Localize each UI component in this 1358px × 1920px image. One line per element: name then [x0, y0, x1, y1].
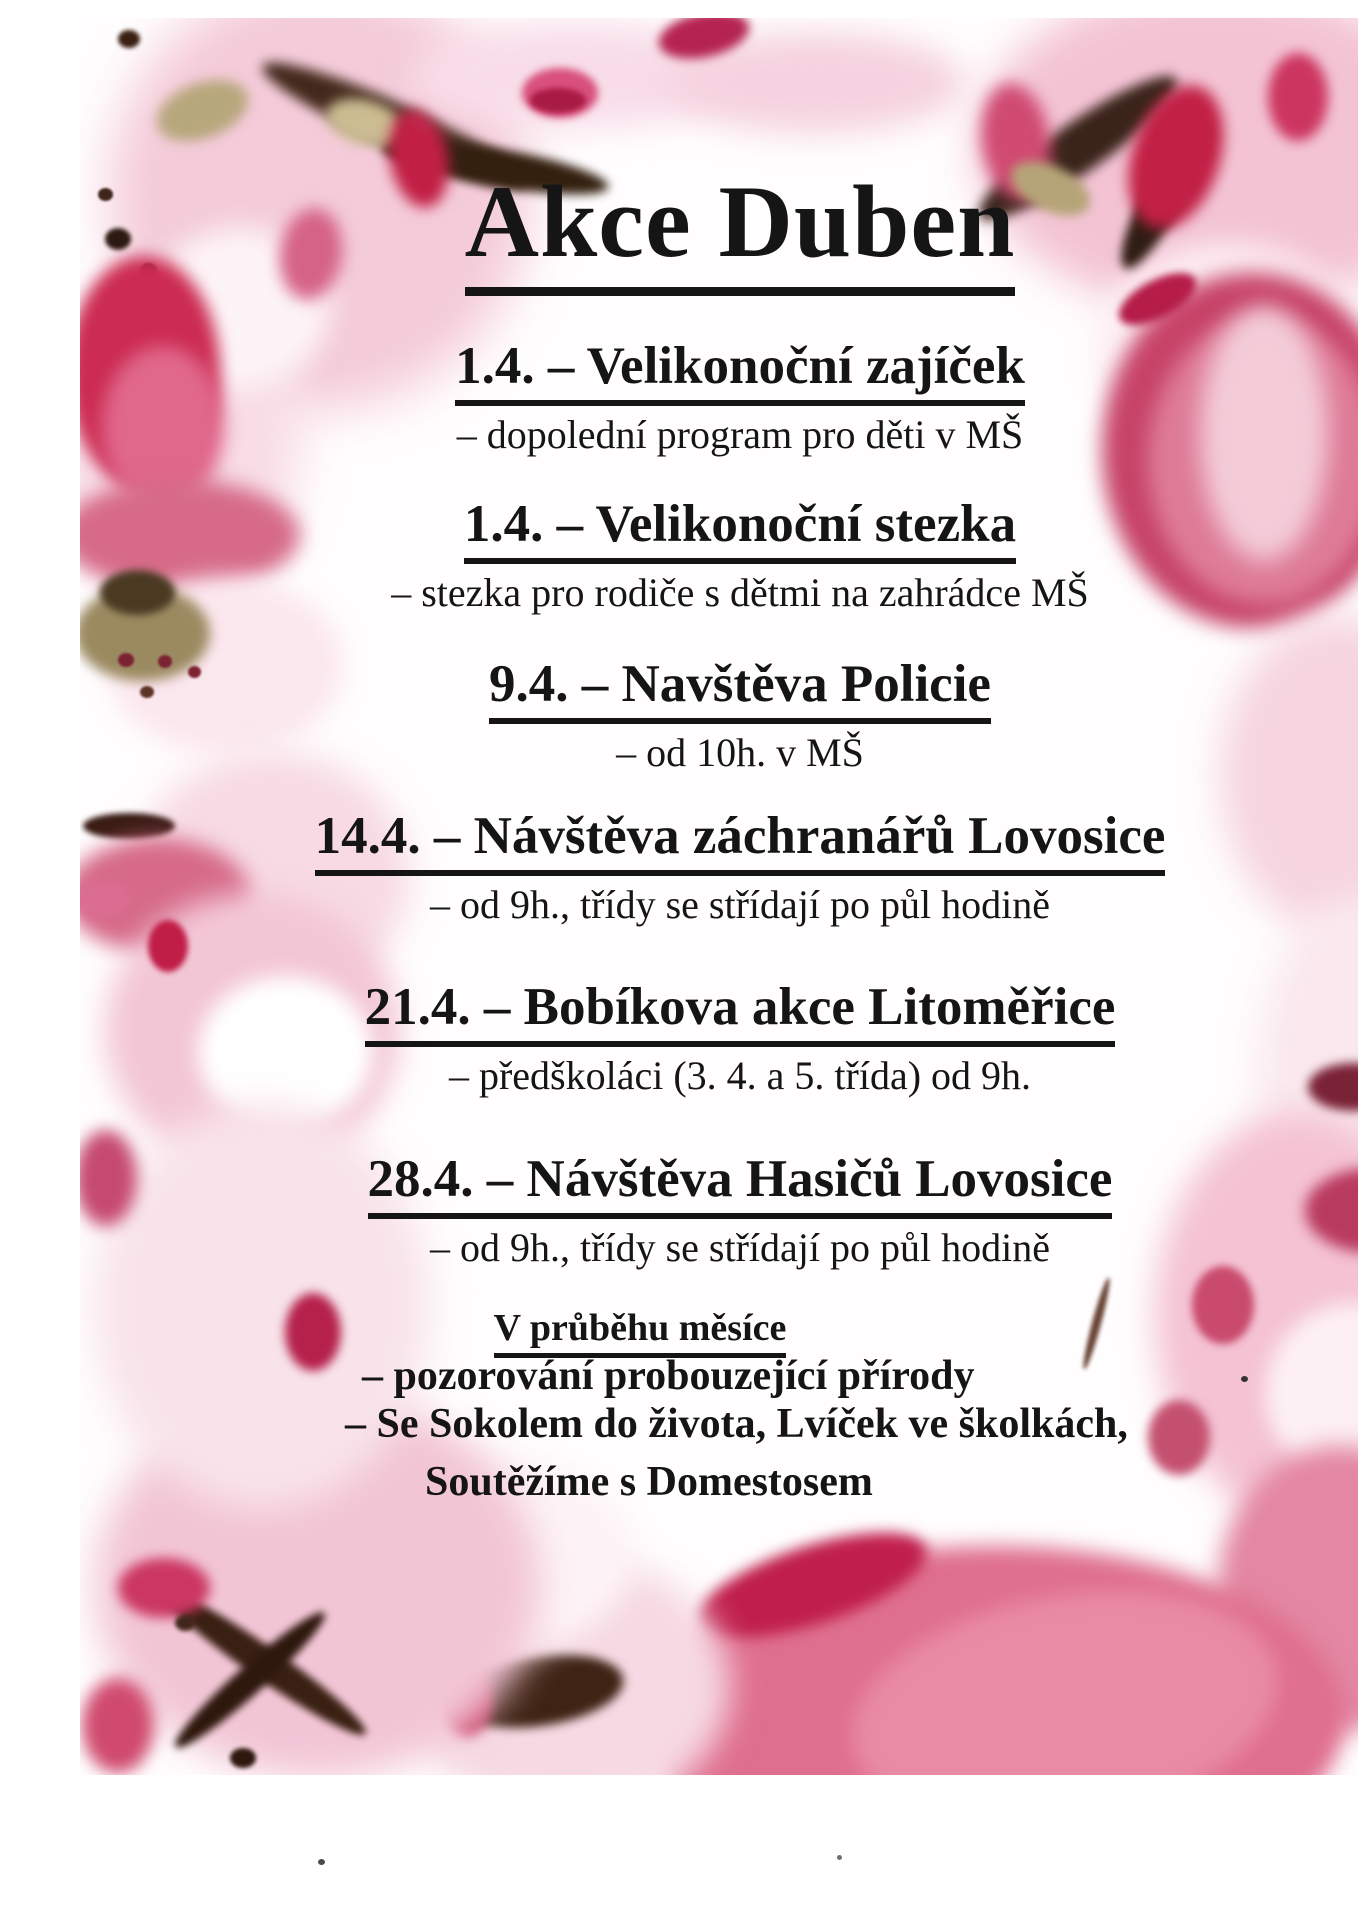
page-title: Akce Duben	[0, 163, 1358, 281]
month-section-heading: V průběhu měsíce	[0, 1306, 1280, 1350]
event-detail-6: – od 9h., třídy se střídají po půl hodině	[430, 1225, 1050, 1270]
event-heading-2: 1.4. – Velikonoční stezka	[0, 494, 1358, 554]
event-heading-6: 28.4. – Návštěva Hasičů Lovosice	[0, 1149, 1358, 1209]
month-item-2: – Se Sokolem do života, Lvíček ve školkách,	[345, 1401, 1128, 1447]
month-item-3: Soutěžíme s Domestosem	[425, 1459, 873, 1505]
event-detail-2: – stezka pro rodiče s dětmi na zahrádce MŠ	[391, 570, 1089, 615]
event-heading-5: 21.4. – Bobíkova akce Litoměřice	[0, 977, 1358, 1037]
event-heading-1: 1.4. – Velikonoční zajíček	[0, 336, 1358, 396]
event-heading-4: 14.4. – Návštěva záchranářů Lovosice	[0, 806, 1358, 866]
month-item-1: – pozorování probouzející přírody	[362, 1353, 975, 1399]
event-detail-3: – od 10h. v MŠ	[616, 730, 864, 775]
event-detail-5: – předškoláci (3. 4. a 5. třída) od 9h.	[448, 1053, 1032, 1098]
event-detail-4: – od 9h., třídy se střídají po půl hodině	[430, 882, 1050, 927]
event-heading-3: 9.4. – Navštěva Policie	[0, 654, 1358, 714]
event-detail-1: – dopolední program pro děti v MŠ	[456, 412, 1024, 457]
